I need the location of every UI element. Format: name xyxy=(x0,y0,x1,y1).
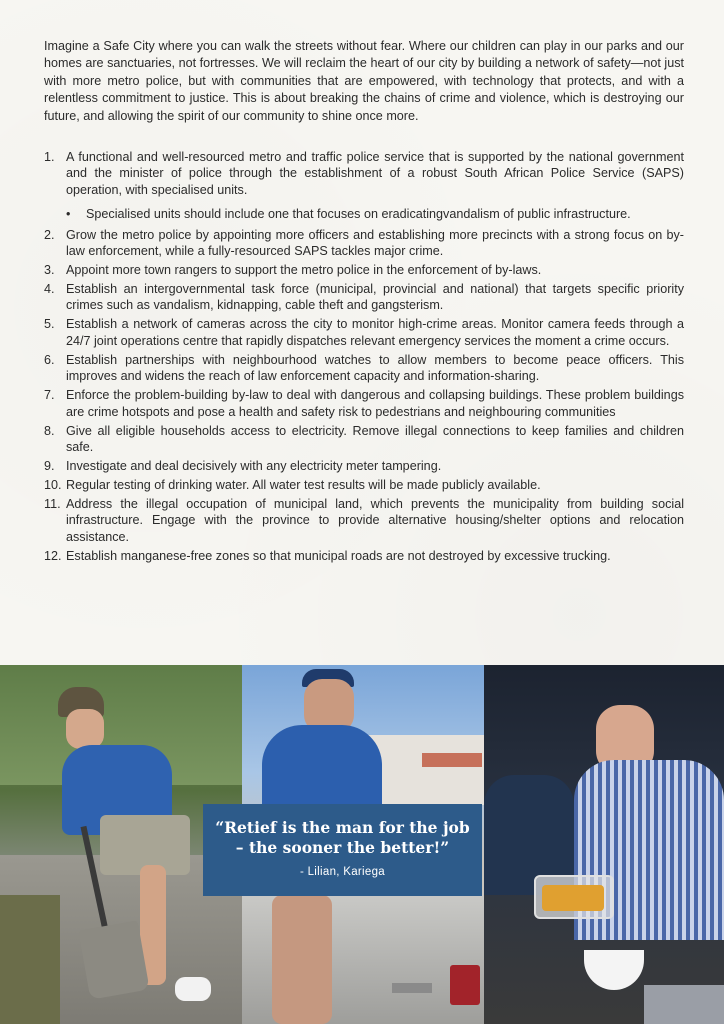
item-text: Establish a network of cameras across the city to monitor high-crime areas. Monitor camera feeds through a 24/7 joint operations centre that rapidly dispatches relevant emergency services the moment a crime occurs. xyxy=(66,317,684,348)
item-text: Regular testing of drinking water. All water test results will be made publicly available. xyxy=(66,478,541,493)
sub-item-text: Specialised units should include one that focuses on eradicatingvandalism of public infrastructure. xyxy=(86,207,631,222)
testimonial-quote xyxy=(203,804,482,896)
bowl xyxy=(584,950,644,990)
item-number: 8. xyxy=(44,423,55,438)
list-item xyxy=(44,352,684,385)
item-number: 9. xyxy=(44,459,55,474)
roof xyxy=(422,753,482,767)
item-number: 3. xyxy=(44,263,55,278)
sleeve xyxy=(644,985,724,1024)
item-number: 7. xyxy=(44,388,55,403)
item-text: Establish an intergovernmental task force (municipal, provincial and national) that targets specific priority crimes such as vandalism, kidnapping, cable theft and gangsterism. xyxy=(66,282,684,313)
item-number: 11. xyxy=(44,497,61,512)
list-item xyxy=(44,387,684,420)
legs xyxy=(272,895,332,1024)
item-number: 5. xyxy=(44,317,55,332)
quote-text: “Retief is the man for the job – the sooner the better!” xyxy=(215,818,470,857)
item-text: Establish partnerships with neighbourhood watches to allow members to become peace officers. This improves and widens the reach of law enforcement capacity and information-sharing. xyxy=(66,352,684,384)
list-item xyxy=(44,227,684,260)
item-text: Grow the metro police by appointing more officers and establishing more precincts with a strong focus on by-law enforcement, while a fully-resourced SAPS tackles major crime. xyxy=(66,227,684,259)
list-item xyxy=(44,548,684,564)
tail-light xyxy=(450,965,480,1005)
item-number: 4. xyxy=(44,282,55,297)
sub-list xyxy=(66,206,684,222)
plants xyxy=(0,895,60,1024)
item-number: 10. xyxy=(44,478,62,493)
spade-blade xyxy=(78,920,149,999)
list-item xyxy=(44,496,684,545)
item-text: Address the illegal occupation of municipal land, which prevents the municipality from building social infrastructure. Engage with the province to provide alternative housing/shelter options and relocation assistance. xyxy=(66,497,684,544)
item-number: 6. xyxy=(44,352,55,367)
list-item xyxy=(44,316,684,349)
item-number: 12. xyxy=(44,548,62,563)
item-text: Appoint more town rangers to support the metro police in the enforcement of by-laws. xyxy=(66,263,542,278)
face xyxy=(66,709,104,749)
sneaker xyxy=(175,977,211,1001)
item-text: Establish manganese-free zones so that municipal roads are not destroyed by excessive trucking. xyxy=(66,548,611,563)
photo-serving xyxy=(484,665,724,1024)
rice xyxy=(542,885,604,911)
sub-list-item xyxy=(66,206,646,222)
intro-paragraph: Imagine a Safe City where you can walk the streets without fear. Where our children can play in our parks and our homes are sanctuaries, not fortresses. We will reclaim the heart of our city by building a network of safety—not just with more metro police, but with communities that are empowered, with technology that protects, and with a relentless commitment to justice. This is about breaking the chains of crime and violence, which is destroying our future, and allowing the spirit of our community to shine once more. xyxy=(44,39,684,123)
list-item xyxy=(44,149,684,223)
item-number: 1. xyxy=(44,150,55,164)
list-item xyxy=(44,458,684,474)
item-text: Give all eligible households access to electricity. Remove illegal connections to keep families and children safe. xyxy=(66,423,684,455)
list-item xyxy=(44,281,684,314)
list-item xyxy=(44,423,684,456)
truck-badge xyxy=(392,983,432,993)
policy-list xyxy=(44,149,684,567)
list-item xyxy=(44,262,684,278)
list-item xyxy=(44,477,684,493)
item-number: 2. xyxy=(44,227,55,242)
item-text: Investigate and deal decisively with any electricity meter tampering. xyxy=(66,459,442,474)
item-text: A functional and well-resourced metro and traffic police service that is supported by the national government and the minister of police through the establishment of a robust South African Police Service (SAPS) operation, with specialised units. xyxy=(66,150,684,197)
item-text: Enforce the problem-building by-law to deal with dangerous and collapsing buildings. These problem buildings are crime hotspots and pose a health and safety risk to pedestrians and neighbouring communities xyxy=(66,388,684,419)
bullet-icon: • xyxy=(66,207,71,222)
quote-author: - Lilian, Kariega xyxy=(299,866,385,878)
